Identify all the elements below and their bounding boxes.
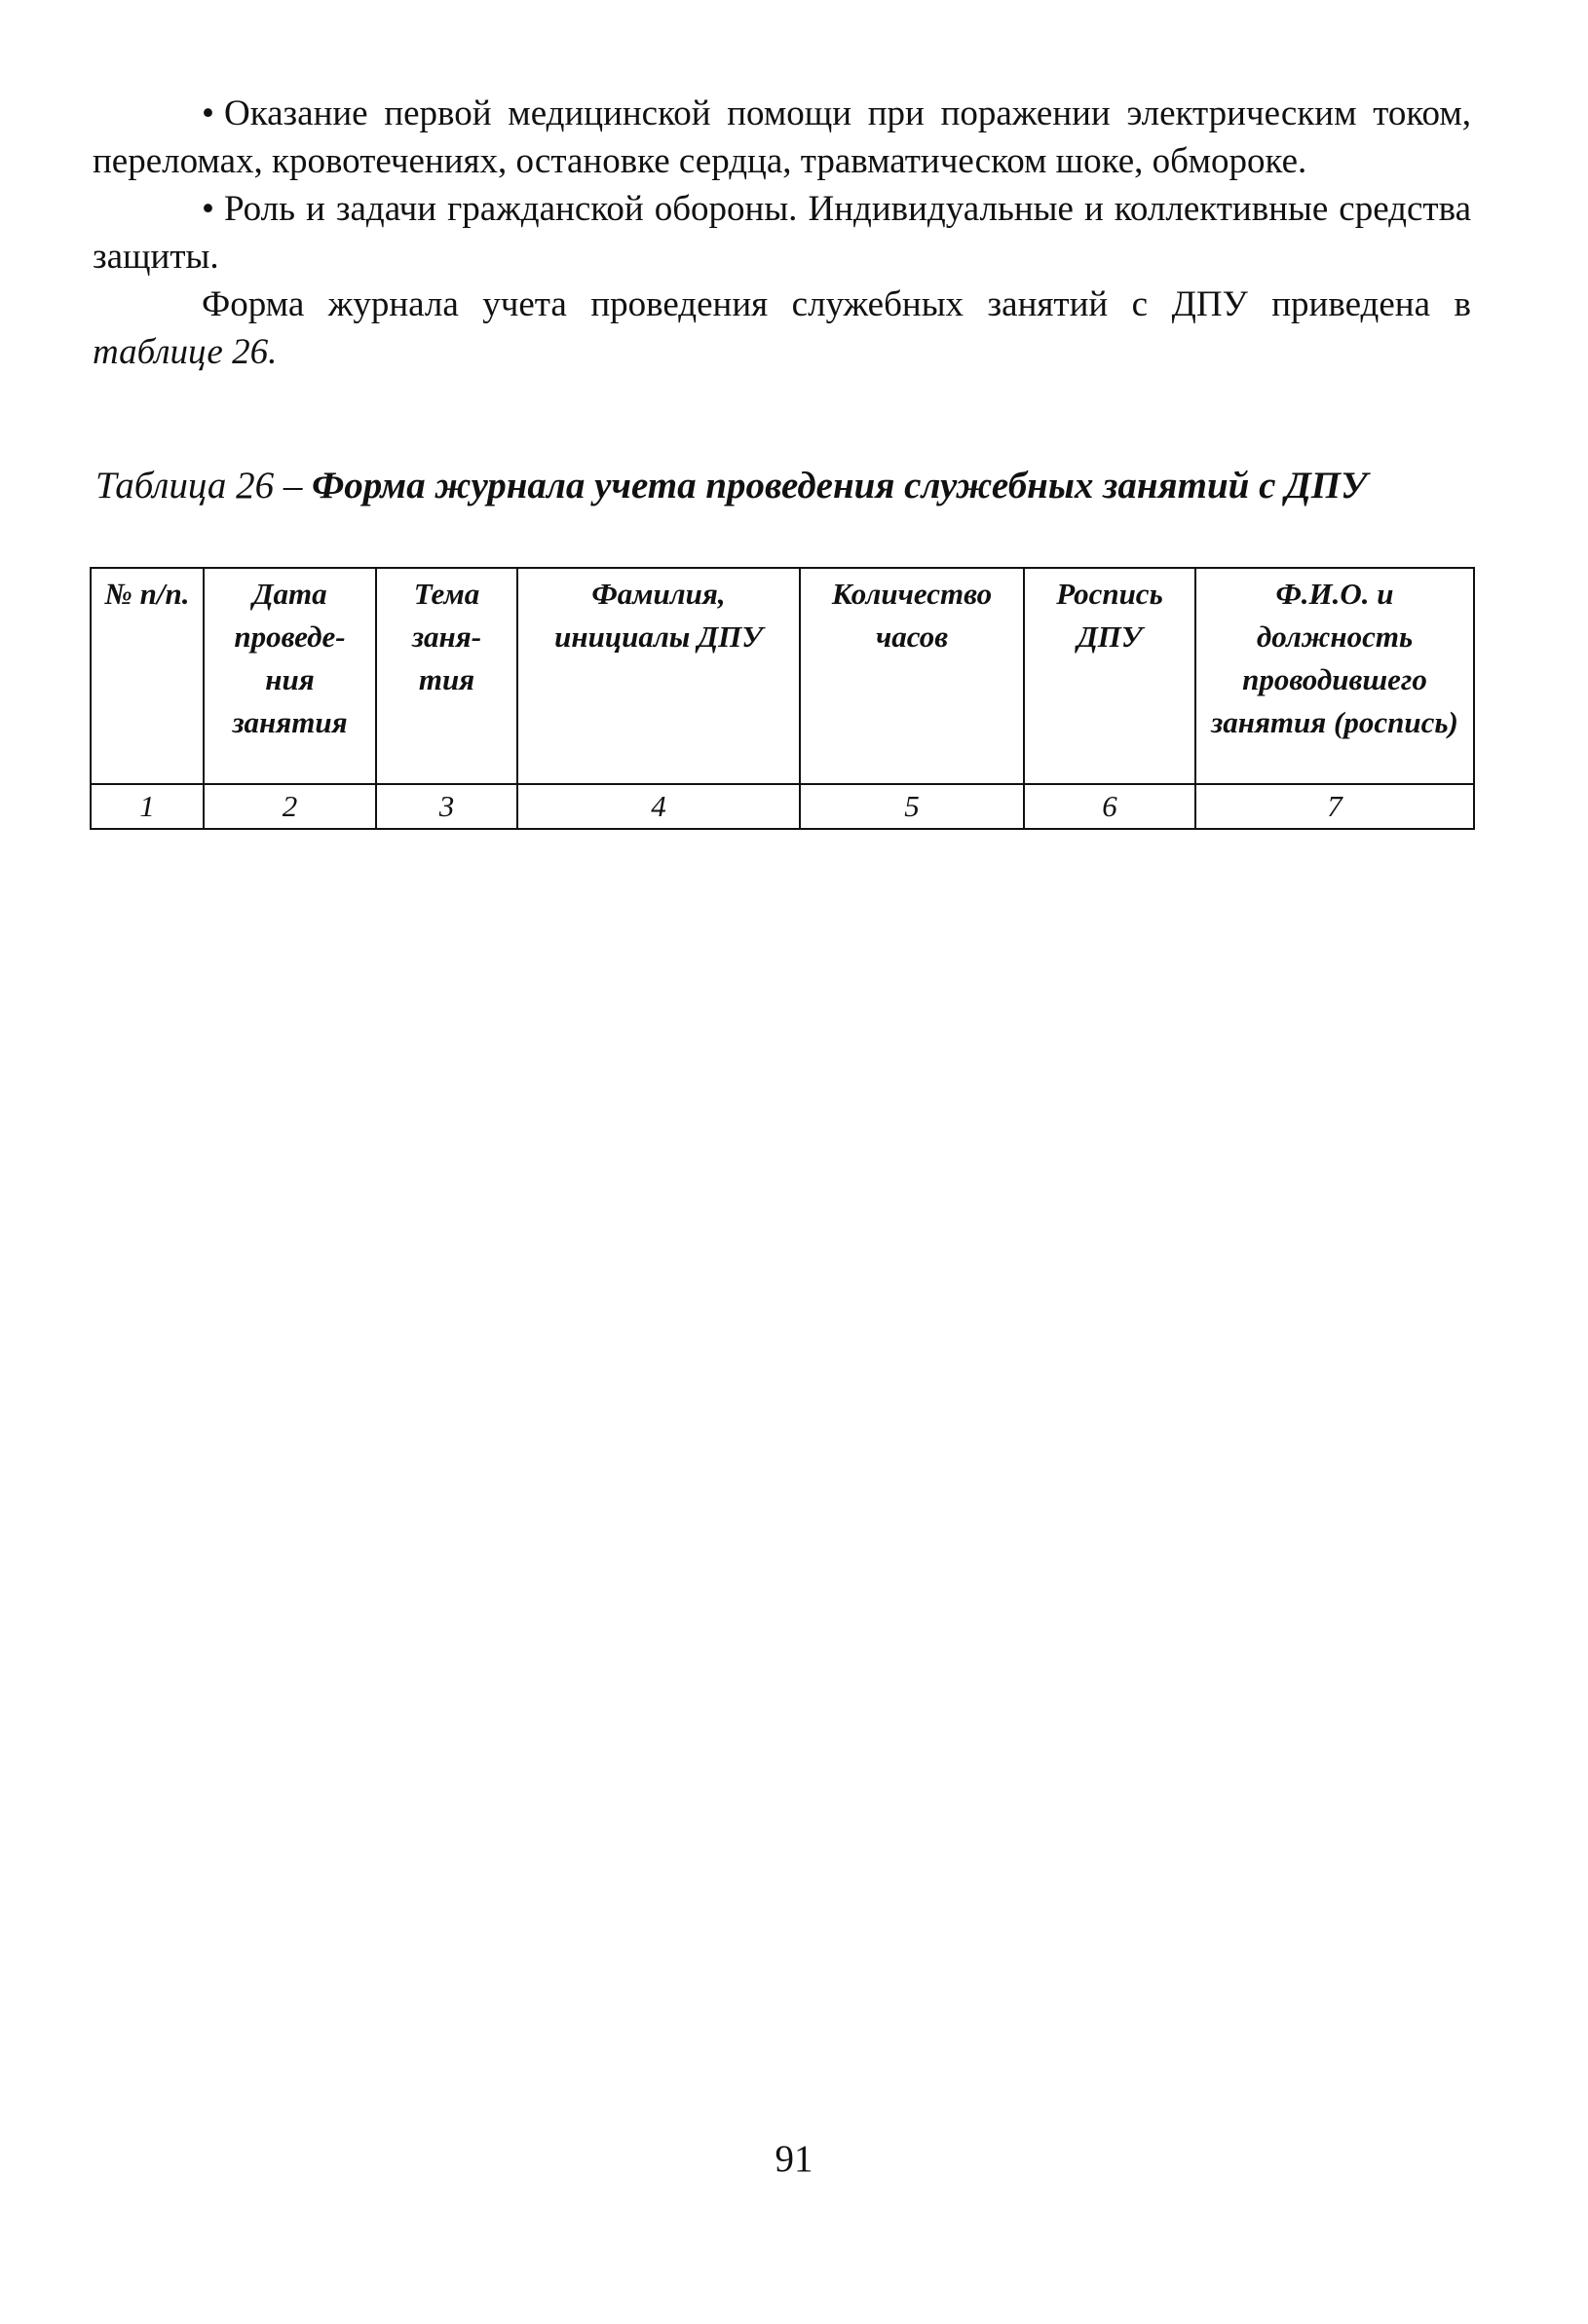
column-number-cell: 5 bbox=[800, 784, 1024, 829]
header-instructor: Ф.И.О. и должность проводившего занятия (роспись) bbox=[1195, 568, 1474, 784]
table-row-column-numbers bbox=[91, 784, 1474, 829]
header-date: Дата проведе- ния занятия bbox=[204, 568, 376, 784]
journal-form-table bbox=[90, 567, 1475, 830]
column-number-cell: 1 bbox=[91, 784, 204, 829]
table-caption bbox=[95, 464, 1479, 507]
bullet-icon: • bbox=[202, 189, 214, 229]
page-number: 91 bbox=[775, 2138, 813, 2180]
column-number-cell: 4 bbox=[517, 784, 800, 829]
column-number-cell: 3 bbox=[376, 784, 517, 829]
table-reference-link: таблице 26. bbox=[93, 332, 278, 372]
column-number-cell: 6 bbox=[1024, 784, 1195, 829]
bullet-item-first-aid bbox=[93, 90, 1471, 185]
header-name: Фамилия, инициалы ДПУ bbox=[517, 568, 800, 784]
header-hours: Количество часов bbox=[800, 568, 1024, 784]
header-topic: Тема заня- тия bbox=[376, 568, 517, 784]
header-number: № п/п. bbox=[91, 568, 204, 784]
header-signature: Роспись ДПУ bbox=[1024, 568, 1195, 784]
column-number-cell: 2 bbox=[204, 784, 376, 829]
table-caption-title: Форма журнала учета проведения служебных занятий с ДПУ bbox=[312, 465, 1368, 506]
bullet-text: Оказание первой медицинской помощи при поражении электрическим током, переломах, кровотечениях, остановке сердца, травматическом шоке, обмороке. bbox=[93, 94, 1471, 181]
bullet-item-civil-defense bbox=[93, 185, 1471, 281]
column-number-cell: 7 bbox=[1195, 784, 1474, 829]
reference-lead-text: Форма журнала учета проведения служебных занятий с ДПУ приведена в bbox=[202, 284, 1471, 324]
table-header-row bbox=[91, 568, 1474, 784]
bullet-text: Роль и задачи гражданской обороны. Индивидуальные и коллективные средства защиты. bbox=[93, 189, 1471, 277]
body-text bbox=[93, 90, 1471, 376]
bullet-icon: • bbox=[202, 94, 214, 133]
table-reference-paragraph bbox=[93, 281, 1471, 376]
table-caption-label: Таблица 26 – bbox=[95, 465, 303, 506]
